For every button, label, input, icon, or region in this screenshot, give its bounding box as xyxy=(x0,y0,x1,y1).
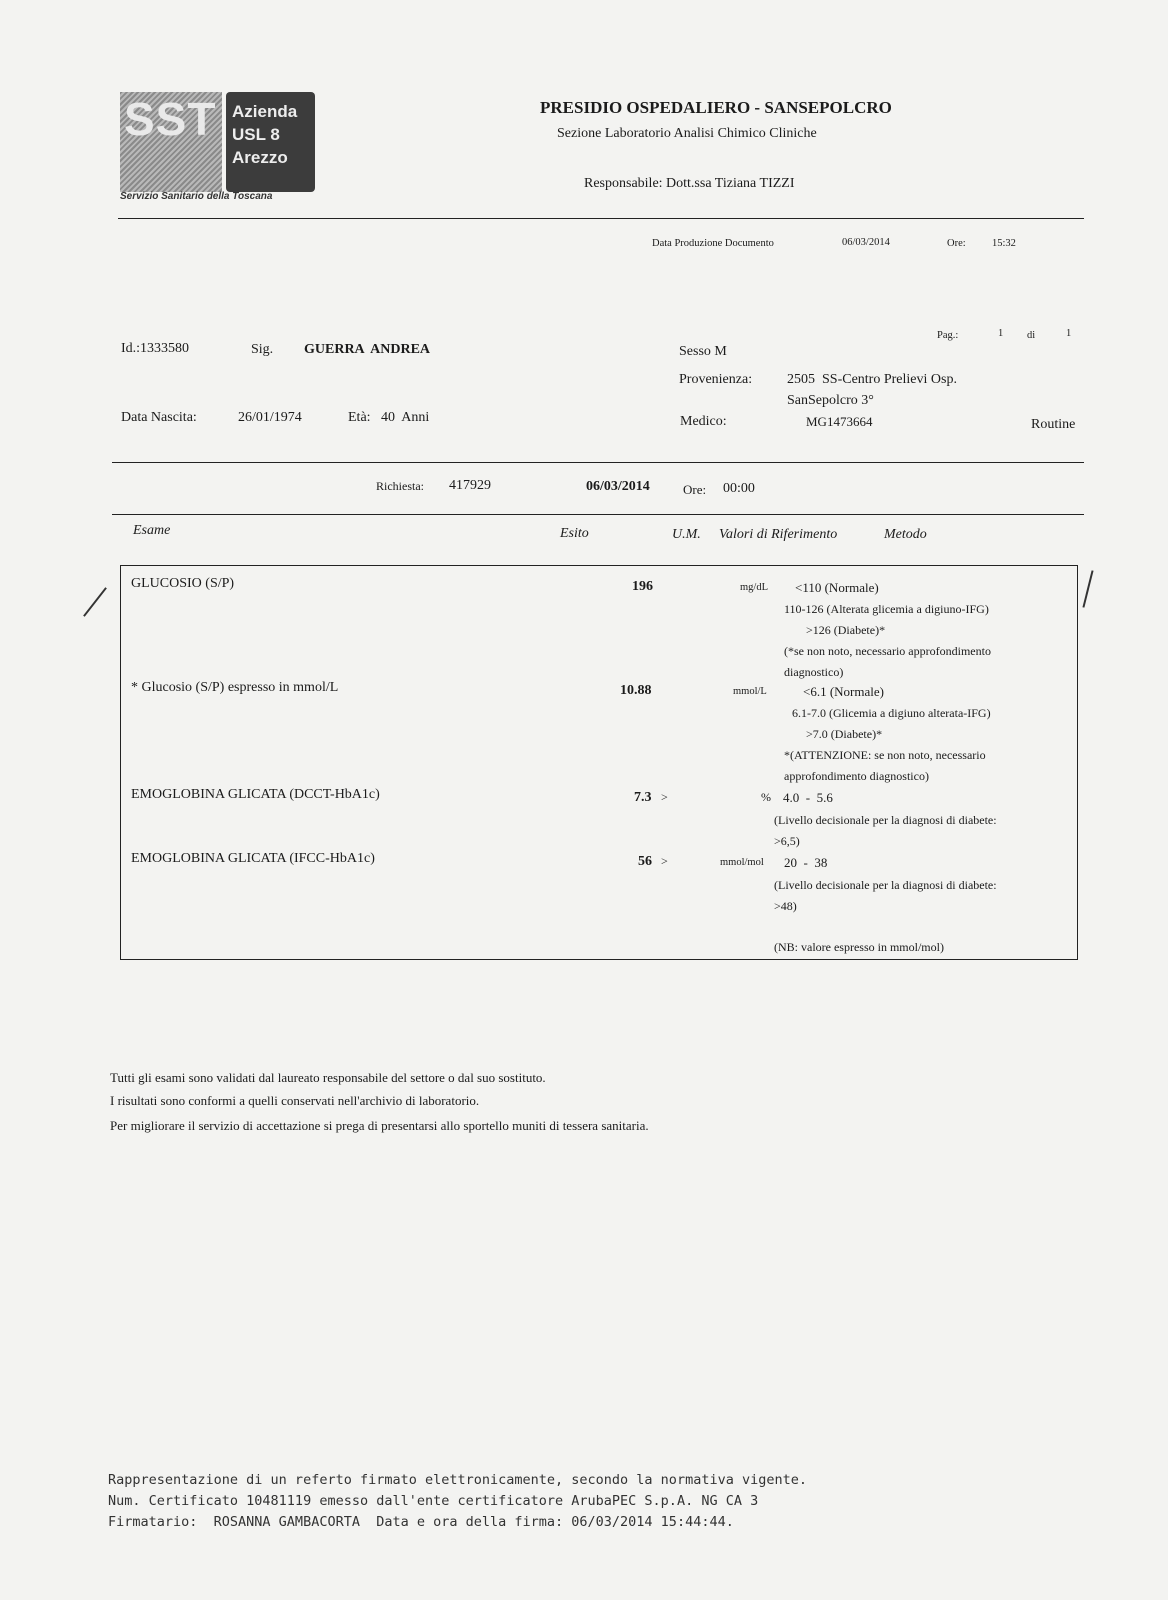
reference-line: (Livello decisionale per la diagnosi di diabete: xyxy=(774,813,997,827)
patient-sig-label: Sig. xyxy=(251,342,274,357)
logo-sst-text: SST xyxy=(124,93,217,145)
usl-logo xyxy=(120,92,315,210)
provenance-value: 2505 SS-Centro Prelievi Osp. xyxy=(787,372,957,387)
result-unit: mg/dL xyxy=(740,582,768,593)
production-date: 06/03/2014 xyxy=(842,237,890,248)
reference-line: 110-126 (Alterata glicemia a digiuno-IFG) xyxy=(784,602,989,616)
reference-line: (*se non noto, necessario approfondimento xyxy=(784,644,991,658)
result-value: 7.3 xyxy=(634,790,652,805)
col-header-reference: Valori di Riferimento xyxy=(719,527,838,542)
request-label: Richiesta: xyxy=(376,479,424,493)
result-name: GLUCOSIO (S/P) xyxy=(131,576,235,591)
patient-name: GUERRA ANDREA xyxy=(304,342,431,357)
page-total: 1 xyxy=(1066,328,1072,339)
production-label: Data Produzione Documento xyxy=(652,238,774,249)
birth-label: Data Nascita: xyxy=(121,410,197,425)
request-time-label: Ore: xyxy=(683,482,707,497)
doctor-label: Medico: xyxy=(680,414,727,429)
reference-line: 6.1-7.0 (Glicemia a digiuno alterata-IFG) xyxy=(792,706,991,720)
priority: Routine xyxy=(1031,417,1076,432)
result-name: EMOGLOBINA GLICATA (DCCT-HbA1c) xyxy=(131,787,380,802)
reference-line: >7.0 (Diabete)* xyxy=(806,727,883,741)
result-unit: mmol/mol xyxy=(720,857,764,868)
request-date: 06/03/2014 xyxy=(586,479,650,494)
reference-line: *(ATTENZIONE: se non noto, necessario xyxy=(784,748,986,762)
reference-line: 20 - 38 xyxy=(784,855,828,870)
production-time-label: Ore: xyxy=(947,238,966,249)
lab-responsible: Responsabile: Dott.ssa Tiziana TIZZI xyxy=(584,176,795,191)
lab-section: Sezione Laboratorio Analisi Chimico Cliniche xyxy=(557,126,817,141)
col-header-method: Metodo xyxy=(884,527,927,542)
result-name: * Glucosio (S/P) espresso in mmol/L xyxy=(131,680,339,695)
pen-tick-mark xyxy=(1082,570,1093,607)
page-current: 1 xyxy=(998,328,1004,339)
footer-note: I risultati sono conformi a quelli conservati nell'archivio di laboratorio. xyxy=(110,1093,480,1108)
col-header-exam: Esame xyxy=(133,523,171,538)
patient-sex: Sesso M xyxy=(679,344,727,359)
provenance-label: Provenienza: xyxy=(679,372,753,387)
col-header-unit: U.M. xyxy=(672,527,701,542)
col-header-result: Esito xyxy=(560,526,589,541)
footer-note: Per migliorare il servizio di accettazione si prega di presentarsi allo sportello muniti di tessera sanitaria. xyxy=(110,1118,649,1133)
reference-line: <6.1 (Normale) xyxy=(803,684,884,699)
result-value: 10.88 xyxy=(620,683,652,698)
reference-line: approfondimento diagnostico) xyxy=(784,769,929,783)
hospital-title: PRESIDIO OSPEDALIERO - SANSEPOLCRO xyxy=(540,98,892,117)
age-label: Età: xyxy=(348,410,371,425)
result-value: 196 xyxy=(632,579,653,594)
patient-rule xyxy=(112,462,1084,463)
result-flag-high: > xyxy=(661,854,668,868)
provenance-value-2: SanSepolcro 3° xyxy=(787,393,874,408)
result-unit: % xyxy=(761,790,771,804)
signer-info: Firmatario: ROSANNA GAMBACORTA Data e ora della firma: 06/03/2014 15:44:44. xyxy=(108,1514,734,1530)
production-time: 15:32 xyxy=(992,238,1016,249)
reference-line: diagnostico) xyxy=(784,665,844,679)
request-time: 00:00 xyxy=(723,481,755,496)
reference-line: 4.0 - 5.6 xyxy=(783,790,833,805)
reference-line: >48) xyxy=(774,899,797,913)
page-of-label: di xyxy=(1027,330,1036,341)
result-value: 56 xyxy=(638,854,652,869)
age-value: 40 Anni xyxy=(381,410,430,425)
page-label: Pag.: xyxy=(937,330,959,341)
logo-line-3: Arezzo xyxy=(232,148,288,167)
logo-caption: Servizio Sanitario della Toscana xyxy=(120,191,273,202)
doctor-code: MG1473664 xyxy=(806,414,873,429)
header-rule xyxy=(118,218,1084,219)
request-rule xyxy=(112,514,1084,515)
logo-box xyxy=(226,92,315,192)
result-name: EMOGLOBINA GLICATA (IFCC-HbA1c) xyxy=(131,851,375,866)
birth-date: 26/01/1974 xyxy=(238,410,302,425)
certificate-info: Num. Certificato 10481119 emesso dall'ente certificatore ArubaPEC S.p.A. NG CA 3 xyxy=(108,1493,759,1509)
reference-line: >126 (Diabete)* xyxy=(806,623,886,637)
request-number: 417929 xyxy=(449,478,491,493)
logo-line-1: Azienda xyxy=(232,102,298,121)
reference-line: >6,5) xyxy=(774,834,800,848)
result-flag-high: > xyxy=(661,790,668,804)
logo-line-2: USL 8 xyxy=(232,125,280,144)
sst-logo-mark xyxy=(120,92,222,192)
result-unit: mmol/L xyxy=(733,686,767,697)
reference-line: (NB: valore espresso in mmol/mol) xyxy=(774,940,944,954)
reference-line: (Livello decisionale per la diagnosi di diabete: xyxy=(774,878,997,892)
footer-note: Tutti gli esami sono validati dal laureato responsabile del settore o dal suo sostituto. xyxy=(110,1070,546,1085)
patient-id: Id.:1333580 xyxy=(121,341,190,356)
pen-tick-mark xyxy=(83,587,107,617)
signature-statement: Rappresentazione di un referto firmato elettronicamente, secondo la normativa vigente. xyxy=(108,1472,807,1488)
reference-line: <110 (Normale) xyxy=(795,580,879,595)
